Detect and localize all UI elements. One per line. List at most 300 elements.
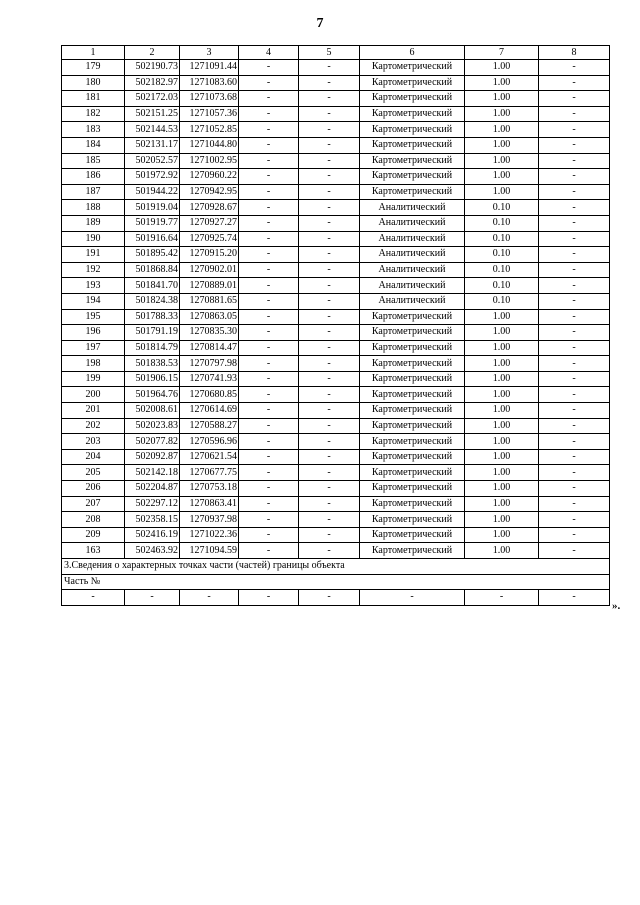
table-cell: 502297.12 (125, 496, 180, 512)
table-row (62, 91, 610, 107)
table-row (62, 278, 610, 294)
table-cell: 1270960.22 (180, 169, 239, 185)
table-cell: 190 (62, 231, 125, 247)
table-cell: Картометрический (360, 184, 465, 200)
table-row (62, 496, 610, 512)
column-header-6: 6 (360, 46, 465, 60)
table-cell: - (239, 169, 299, 185)
table-cell: 0.10 (465, 278, 539, 294)
table-cell: 1.00 (465, 122, 539, 138)
table-cell: Аналитический (360, 231, 465, 247)
column-header-8: 8 (539, 46, 610, 60)
table-cell: - (239, 512, 299, 528)
table-cell: - (299, 215, 360, 231)
table-cell: - (539, 137, 610, 153)
table-cell: 1.00 (465, 169, 539, 185)
column-header-row (62, 46, 610, 60)
table-cell: Аналитический (360, 200, 465, 216)
table-cell: 1271022.36 (180, 527, 239, 543)
table-cell: 502172.03 (125, 91, 180, 107)
table-cell: 182 (62, 106, 125, 122)
table-cell: 1270925.74 (180, 231, 239, 247)
table-cell: 501895.42 (125, 247, 180, 263)
table-row (62, 231, 610, 247)
table-cell: - (299, 481, 360, 497)
table-row (62, 60, 610, 76)
table-cell: 202 (62, 418, 125, 434)
table-cell: 1270680.85 (180, 387, 239, 403)
table-cell: - (299, 122, 360, 138)
table-cell: - (239, 465, 299, 481)
table-row (62, 309, 610, 325)
table-cell: 1270814.47 (180, 340, 239, 356)
table-cell: Картометрический (360, 481, 465, 497)
table-cell: - (239, 106, 299, 122)
table-cell: 1270835.30 (180, 325, 239, 341)
column-header-1: 1 (62, 46, 125, 60)
table-cell: 1.00 (465, 496, 539, 512)
table-cell: - (539, 465, 610, 481)
table-cell: 1270927.27 (180, 215, 239, 231)
table-cell: 0.10 (465, 262, 539, 278)
table-cell: Картометрический (360, 169, 465, 185)
table-cell: - (299, 371, 360, 387)
table-cell: 502142.18 (125, 465, 180, 481)
table-cell: 194 (62, 293, 125, 309)
column-header-4: 4 (239, 46, 299, 60)
table-cell: 1.00 (465, 75, 539, 91)
table-cell: - (539, 356, 610, 372)
table-cell: 189 (62, 215, 125, 231)
table-row (62, 106, 610, 122)
table-cell: 203 (62, 434, 125, 450)
table-cell: - (539, 200, 610, 216)
table-cell: - (539, 278, 610, 294)
table-cell: - (539, 481, 610, 497)
section-3-row (62, 559, 610, 575)
table-cell: 1.00 (465, 153, 539, 169)
column-header-5: 5 (299, 46, 360, 60)
table-cell: 1270902.01 (180, 262, 239, 278)
table-cell: - (239, 496, 299, 512)
table-cell: 1270753.18 (180, 481, 239, 497)
table-cell: - (539, 169, 610, 185)
table-cell: 1271044.80 (180, 137, 239, 153)
table-cell: 0.10 (465, 200, 539, 216)
part-number-label: Часть № (62, 574, 610, 590)
table-cell: 193 (62, 278, 125, 294)
table-cell: 501791.19 (125, 325, 180, 341)
table-cell: - (539, 106, 610, 122)
table-cell: 502131.17 (125, 137, 180, 153)
table-cell: 1270741.93 (180, 371, 239, 387)
table-row (62, 340, 610, 356)
table-row (62, 449, 610, 465)
table-cell: 1270614.69 (180, 403, 239, 419)
table-row (62, 169, 610, 185)
table-cell: 501919.04 (125, 200, 180, 216)
table-cell: 501868.84 (125, 262, 180, 278)
table-cell: 1270942.95 (180, 184, 239, 200)
table-cell: Аналитический (360, 278, 465, 294)
table-cell: Картометрический (360, 434, 465, 450)
table-cell: - (539, 293, 610, 309)
table-row (62, 293, 610, 309)
table-cell: Картометрический (360, 527, 465, 543)
table-row (62, 418, 610, 434)
table-cell: - (539, 231, 610, 247)
table-cell: 191 (62, 247, 125, 263)
table-cell: - (299, 512, 360, 528)
table-cell: - (299, 106, 360, 122)
table-cell: 1271073.68 (180, 91, 239, 107)
table-cell: - (539, 75, 610, 91)
table-cell: Картометрический (360, 309, 465, 325)
table-cell: - (539, 153, 610, 169)
table-cell: 1.00 (465, 449, 539, 465)
table-cell: 201 (62, 403, 125, 419)
table-cell: - (299, 325, 360, 341)
table-row (62, 153, 610, 169)
table-cell: - (299, 60, 360, 76)
table-cell: Картометрический (360, 122, 465, 138)
table-cell: 209 (62, 527, 125, 543)
table-cell: 1271057.36 (180, 106, 239, 122)
table-cell: Аналитический (360, 215, 465, 231)
page-number: 7 (316, 16, 324, 31)
table-cell: Картометрический (360, 91, 465, 107)
table-cell: - (539, 247, 610, 263)
table-cell: 197 (62, 340, 125, 356)
table-cell: 1.00 (465, 356, 539, 372)
table-cell: 1.00 (465, 465, 539, 481)
table-cell: - (539, 403, 610, 419)
table-cell: Картометрический (360, 496, 465, 512)
table-cell: - (539, 184, 610, 200)
table-cell: - (239, 387, 299, 403)
table-cell: 163 (62, 543, 125, 559)
table-cell: - (239, 200, 299, 216)
table-row (62, 137, 610, 153)
table-cell: 1270881.65 (180, 293, 239, 309)
table-cell: - (299, 356, 360, 372)
table-row (62, 262, 610, 278)
table-cell: Картометрический (360, 60, 465, 76)
table-cell: 501964.76 (125, 387, 180, 403)
table-cell: Картометрический (360, 387, 465, 403)
table-cell: 181 (62, 91, 125, 107)
table-cell: - (299, 543, 360, 559)
table-cell: 0.10 (465, 247, 539, 263)
table-cell: Картометрический (360, 153, 465, 169)
table-cell: - (239, 215, 299, 231)
table-cell: - (299, 247, 360, 263)
table-cell: 1270596.96 (180, 434, 239, 450)
table-cell: - (539, 418, 610, 434)
table-cell: 196 (62, 325, 125, 341)
table-cell: - (539, 449, 610, 465)
part-number-row (62, 574, 610, 590)
table-cell: Аналитический (360, 293, 465, 309)
table-cell: - (539, 543, 610, 559)
table-cell: 1270928.67 (180, 200, 239, 216)
table-row (62, 75, 610, 91)
table-cell: 1271094.59 (180, 543, 239, 559)
table-cell: - (125, 590, 180, 606)
table-cell: - (539, 387, 610, 403)
table-cell: - (239, 293, 299, 309)
table-cell: Картометрический (360, 543, 465, 559)
table-cell: Картометрический (360, 465, 465, 481)
table-cell: - (239, 340, 299, 356)
table-cell: - (539, 262, 610, 278)
table-row (62, 122, 610, 138)
table-cell: 1.00 (465, 371, 539, 387)
table-cell: 0.10 (465, 293, 539, 309)
table-cell: 0.10 (465, 231, 539, 247)
table-row (62, 200, 610, 216)
table-cell: Аналитический (360, 247, 465, 263)
table-cell: 1270588.27 (180, 418, 239, 434)
table-row (62, 387, 610, 403)
table-cell: - (239, 543, 299, 559)
table-cell: 1.00 (465, 137, 539, 153)
table-cell: 502182.97 (125, 75, 180, 91)
table-cell: 502052.57 (125, 153, 180, 169)
table-row (62, 434, 610, 450)
table-cell: 501788.33 (125, 309, 180, 325)
table-cell: Картометрический (360, 106, 465, 122)
table-cell: - (299, 340, 360, 356)
table-cell: 1.00 (465, 91, 539, 107)
table-cell: 1271091.44 (180, 60, 239, 76)
table-cell: 188 (62, 200, 125, 216)
table-row (62, 527, 610, 543)
table-cell: 199 (62, 371, 125, 387)
table-cell: 1.00 (465, 60, 539, 76)
table-cell: - (465, 590, 539, 606)
table-cell: 184 (62, 137, 125, 153)
table-row (62, 215, 610, 231)
table-row (62, 356, 610, 372)
table-row (62, 403, 610, 419)
table-cell: 502358.15 (125, 512, 180, 528)
table-cell: - (299, 278, 360, 294)
table-cell: 502144.53 (125, 122, 180, 138)
table-cell: 501838.53 (125, 356, 180, 372)
table-cell: - (239, 356, 299, 372)
table-cell: - (299, 418, 360, 434)
table-row (62, 325, 610, 341)
table-cell: 502077.82 (125, 434, 180, 450)
table-cell: - (239, 590, 299, 606)
table-cell: 195 (62, 309, 125, 325)
table-cell: 1270797.98 (180, 356, 239, 372)
table-cell: 1.00 (465, 512, 539, 528)
table-cell: - (299, 91, 360, 107)
table-cell: - (239, 122, 299, 138)
table-cell: - (239, 403, 299, 419)
table-cell: Картометрический (360, 403, 465, 419)
table-cell: 1270915.20 (180, 247, 239, 263)
closing-quote-mark: ». (612, 600, 621, 612)
table-cell: 1.00 (465, 543, 539, 559)
table-cell: - (299, 449, 360, 465)
table-cell: - (539, 340, 610, 356)
table-cell: Картометрический (360, 512, 465, 528)
table-cell: - (539, 496, 610, 512)
table-cell: - (239, 278, 299, 294)
table-cell: - (180, 590, 239, 606)
table-cell: 183 (62, 122, 125, 138)
table-cell: - (299, 200, 360, 216)
table-cell: 501814.79 (125, 340, 180, 356)
table-row (62, 371, 610, 387)
table-cell: - (239, 184, 299, 200)
table-cell: - (239, 371, 299, 387)
table-cell: - (239, 247, 299, 263)
table-cell: - (299, 293, 360, 309)
table-cell: - (239, 91, 299, 107)
table-cell: - (299, 387, 360, 403)
table-cell: - (539, 122, 610, 138)
table-cell: - (539, 60, 610, 76)
table-cell: Картометрический (360, 75, 465, 91)
table-cell: - (239, 137, 299, 153)
table-cell: - (299, 403, 360, 419)
table-cell: - (299, 153, 360, 169)
table-cell: - (299, 262, 360, 278)
table-cell: Картометрический (360, 137, 465, 153)
table-cell: 185 (62, 153, 125, 169)
table-cell: - (299, 434, 360, 450)
table-cell: - (539, 434, 610, 450)
table-cell: 1270937.98 (180, 512, 239, 528)
table-cell: - (239, 75, 299, 91)
table-cell: 1.00 (465, 403, 539, 419)
table-cell: - (299, 184, 360, 200)
table-cell: 198 (62, 356, 125, 372)
table-cell: - (239, 481, 299, 497)
table-cell: 1271083.60 (180, 75, 239, 91)
table-cell: - (239, 325, 299, 341)
table-cell: 0.10 (465, 215, 539, 231)
table-cell: 207 (62, 496, 125, 512)
table-cell: 501824.38 (125, 293, 180, 309)
table-cell: 1270889.01 (180, 278, 239, 294)
table-row (62, 481, 610, 497)
table-cell: 1.00 (465, 106, 539, 122)
table-cell: 1.00 (465, 387, 539, 403)
table-cell: - (539, 590, 610, 606)
table-cell: 1270863.41 (180, 496, 239, 512)
table-cell: 206 (62, 481, 125, 497)
table-cell: 179 (62, 60, 125, 76)
section-3-title: 3.Сведения о характерных точках части (частей) границы объекта (62, 559, 610, 575)
table-cell: 1.00 (465, 340, 539, 356)
table-cell: - (539, 512, 610, 528)
table-cell: 501919.77 (125, 215, 180, 231)
table-cell: 502204.87 (125, 481, 180, 497)
table-cell: - (299, 137, 360, 153)
table-cell: 1271052.85 (180, 122, 239, 138)
table-row (62, 184, 610, 200)
table-cell: 501916.64 (125, 231, 180, 247)
table-row (62, 465, 610, 481)
table-row (62, 247, 610, 263)
table-cell: 1.00 (465, 309, 539, 325)
table-cell: 180 (62, 75, 125, 91)
table-cell: - (239, 60, 299, 76)
table-cell: - (299, 75, 360, 91)
table-cell: - (539, 309, 610, 325)
table-cell: 1.00 (465, 434, 539, 450)
table-cell: 501906.15 (125, 371, 180, 387)
table-cell: - (299, 465, 360, 481)
table-cell: 1.00 (465, 418, 539, 434)
table-cell: 502008.61 (125, 403, 180, 419)
table-cell: 502463.92 (125, 543, 180, 559)
table-cell: - (299, 527, 360, 543)
table-cell: - (299, 231, 360, 247)
table-cell: Картометрический (360, 371, 465, 387)
table-row (62, 543, 610, 559)
table-cell: - (239, 262, 299, 278)
table-cell: Картометрический (360, 449, 465, 465)
table-cell: 1270677.75 (180, 465, 239, 481)
table-cell: 501841.70 (125, 278, 180, 294)
table-cell: 1.00 (465, 481, 539, 497)
table-cell: Картометрический (360, 418, 465, 434)
table-cell: - (299, 590, 360, 606)
table-cell: 502092.87 (125, 449, 180, 465)
table-cell: 501944.22 (125, 184, 180, 200)
table-cell: 502416.19 (125, 527, 180, 543)
table-cell: 187 (62, 184, 125, 200)
table-cell: 204 (62, 449, 125, 465)
column-header-2: 2 (125, 46, 180, 60)
table-cell: 208 (62, 512, 125, 528)
table-cell: 1271002.95 (180, 153, 239, 169)
table-cell: 1.00 (465, 325, 539, 341)
table-cell: - (539, 215, 610, 231)
table-cell: - (239, 309, 299, 325)
table-cell: Аналитический (360, 262, 465, 278)
table-cell: - (539, 527, 610, 543)
table-cell: - (539, 91, 610, 107)
table-cell: - (299, 496, 360, 512)
table-cell: 1.00 (465, 184, 539, 200)
table-cell: - (299, 169, 360, 185)
table-row (62, 512, 610, 528)
table-cell: 200 (62, 387, 125, 403)
table-cell: Картометрический (360, 325, 465, 341)
table-cell: - (239, 418, 299, 434)
table-cell: - (239, 153, 299, 169)
table-cell: - (299, 309, 360, 325)
coordinates-table (61, 45, 610, 606)
table-cell: 502190.73 (125, 60, 180, 76)
table-cell: - (62, 590, 125, 606)
table-cell: - (239, 449, 299, 465)
column-header-7: 7 (465, 46, 539, 60)
table-cell: 1270621.54 (180, 449, 239, 465)
table-cell: 1.00 (465, 527, 539, 543)
table-cell: - (539, 371, 610, 387)
table-cell: 501972.92 (125, 169, 180, 185)
table-cell: 502151.25 (125, 106, 180, 122)
column-header-3: 3 (180, 46, 239, 60)
